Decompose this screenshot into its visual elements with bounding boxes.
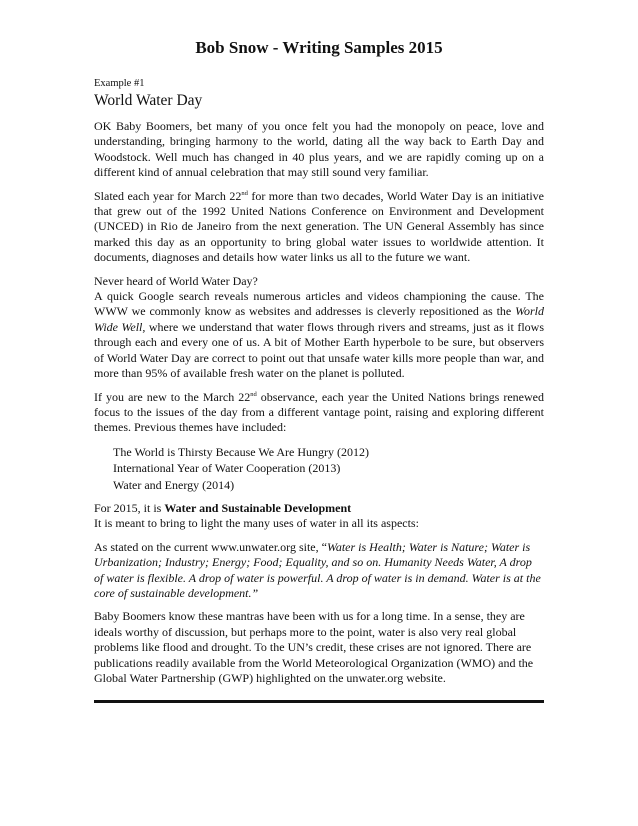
theme-item: Water and Energy (2014) <box>113 477 235 492</box>
paragraph-3-text-b: where we understand that water flows through rivers and streams, just as it flows through each and every one of us. A bit of Mother Earth hyperbole to be sure, but observers of World Water Day are correct to point out that unsafe water kills more people than war, and more than 95% of available fresh water on the planet is polluted. <box>94 319 544 381</box>
paragraph-3-question: Never heard of World Water Day? <box>94 273 258 288</box>
theme-item: International Year of Water Cooperation (2013) <box>113 461 341 476</box>
paragraph-5-line-2: It is meant to bring to light the many uses of water in all its aspects: <box>94 516 419 531</box>
article-heading: World Water Day <box>94 92 203 109</box>
document-title: Bob Snow - Writing Samples 2015 <box>195 38 443 57</box>
paragraph-2-text-a: Slated each year for March 22 <box>94 188 242 203</box>
world-wide-well-phrase: World Wide Well, <box>94 304 544 334</box>
paragraph-5-text-a: For 2015, it is <box>94 500 165 515</box>
paragraph-6 <box>94 540 544 602</box>
paragraph-3 <box>94 274 544 382</box>
paragraph-4 <box>94 390 544 436</box>
paragraph-5 <box>94 501 544 532</box>
paragraph-2-text-b: for more than two decades, World Water Day is an initiative that grew out of the 1992 United Nations Conference on Environment and Development (UNCED) in Rio de Janeiro from the next generation. The UN General Assembly has since marked this day as an opportunity to bring global water issues to worldwide attention. It documents, diagnoses and details how water links us all to the future we want. <box>94 188 544 265</box>
paragraph-7: Baby Boomers know these mantras have been with us for a long time. In a sense, they are ideals worthy of discussion, but perhaps more to the point, water is also very real global problems like flood and drought. To the UN’s credit, these crises are not ignored. There are publications readily available from the World Meteorological Organization (WMO) and the Global Water Partnership (GWP) highlighted on the unwater.org website. <box>94 609 534 685</box>
paragraph-4-text-a: If you are new to the March 22 <box>94 389 251 404</box>
paragraph-3-text-a: A quick Google search reveals numerous articles and videos championing the cause. The WWW we commonly know as websites and addresses is cleverly repositioned as the <box>94 289 544 319</box>
paragraph-1: OK Baby Boomers, bet many of you once felt you had the monopoly on peace, love and understanding, bringing harmony to the world, dating all the way back to Earth Day and Woodstock. Well much has changed in 40 plus years, and we are rapidly coming up on a different kind of annual celebration that may still sound very familiar. <box>94 119 544 180</box>
ordinal-suffix: nd <box>250 390 257 398</box>
paragraph-6-text-a: As stated on the current www.unwater.org site, “ <box>94 539 327 554</box>
theme-item: The World is Thirsty Because We Are Hungry (2012) <box>113 444 370 459</box>
footer-rule <box>94 700 544 703</box>
paragraph-2 <box>94 189 544 266</box>
themes-list <box>113 444 544 493</box>
theme-2015: Water and Sustainable Development <box>164 500 352 515</box>
ordinal-suffix: nd <box>241 189 248 197</box>
unwater-quote: Water is Health; Water is Nature; Water is Urbanization; Industry; Energy; Food; Equality, and so on. Humanity Needs Water, A drop of water is flexible. A drop of water is powerful. A drop of water is in demand. Water is at the core of sustainable development.” <box>94 539 541 600</box>
example-label: Example #1 <box>94 78 145 89</box>
paragraph-4-text-b: observance, each year the United Nations brings renewed focus to the issues of the day from a different vantage point, raising and exploring different themes. Previous themes have included: <box>94 389 545 435</box>
